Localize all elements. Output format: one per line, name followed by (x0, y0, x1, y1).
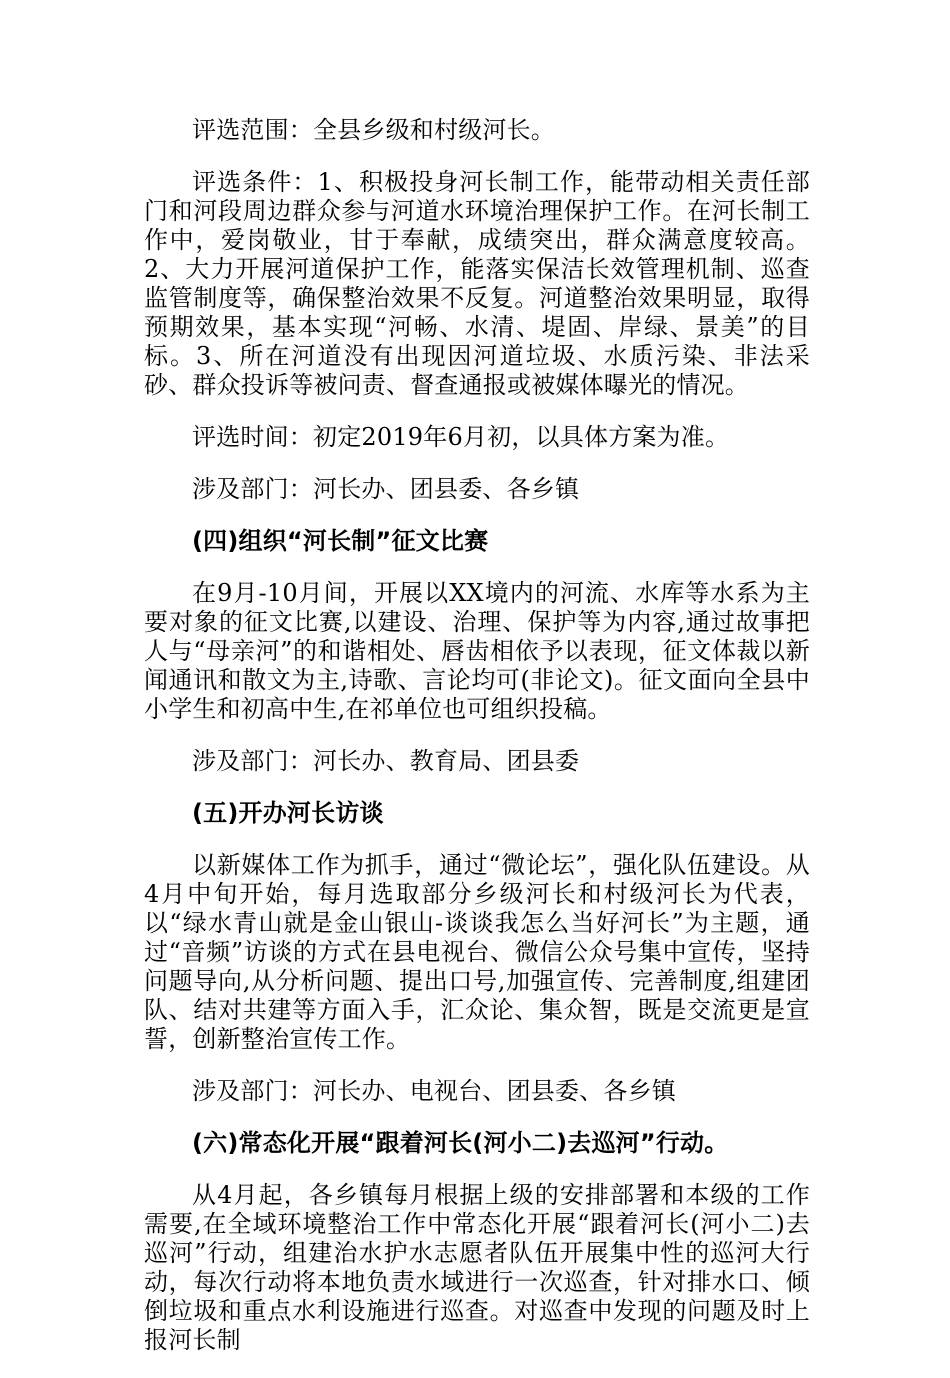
paragraph-time: 评选时间：初定2019年6月初，以具体方案为准。 (192, 423, 730, 451)
paragraph-interview: 以新媒体工作为抓手，通过“微论坛”，强化队伍建设。从4月中旬开始，每月选取部分乡级河长和村级河长为代表，以“绿水青山就是金山银山-谈谈我怎么当好河长”为主题，通过“音频”访谈的方式在县电视台、微信公众号集中宣传，坚持问题导向,从分析问题、提出口号,加强宣传、完善制度,组建团队、结对共建等方面入手，汇众论、集众智，既是交流更是宣誓，创新整治宣传工作。 (144, 851, 810, 1053)
section-heading-4: (四)组织“河长制”征文比赛 (192, 527, 489, 555)
paragraph-departments-1: 涉及部门：河长办、团县委、各乡镇 (192, 475, 580, 503)
document-page (144, 116, 810, 1378)
paragraph-essay-contest: 在9月-10月间，开展以XX境内的河流、水库等水系为主要对象的征文比赛,以建设、治理、保护等为内容,通过故事把人与“母亲河”的和谐相处、唇齿相依予以表现，征文体裁以新闻通讯和散文为主,诗歌、言论均可(非论文)。征文面向全县中小学生和初高中生,在祁单位也可组织投稿。 (144, 579, 810, 723)
paragraph-departments-2: 涉及部门：河长办、教育局、团县委 (192, 747, 580, 775)
section-heading-6: (六)常态化开展“跟着河长(河小二)去巡河”行动。 (192, 1129, 729, 1157)
paragraph-departments-3: 涉及部门：河长办、电视台、团县委、各乡镇 (192, 1077, 676, 1105)
paragraph-conditions: 评选条件：1、积极投身河长制工作，能带动相关责任部门和河段周边群众参与河道水环境治理保护工作。在河长制工作中，爱岗敬业，甘于奉献，成绩突出，群众满意度较高。2、大力开展河道保护工作，能落实保洁长效管理机制、巡查监管制度等，确保整治效果不反复。河道整治效果明显，取得预期效果，基本实现“河畅、水清、堤固、岸绿、景美”的目标。3、所在河道没有出现因河道垃圾、水质污染、非法采砂、群众投诉等被问责、督查通报或被媒体曝光的情况。 (144, 168, 810, 399)
paragraph-scope: 评选范围：全县乡级和村级河长。 (192, 116, 555, 144)
paragraph-river-patrol: 从4月起，各乡镇每月根据上级的安排部署和本级的工作需要,在全域环境整治工作中常态化开展“跟着河长(河小二)去巡河”行动，组建治水护水志愿者队伍开展集中性的巡河大行动，每次行动将本地负责水域进行一次巡查，针对排水口、倾倒垃圾和重点水利设施进行巡查。对巡查中发现的问题及时上报河长制 (144, 1181, 810, 1354)
section-heading-5: (五)开办河长访谈 (192, 799, 384, 827)
